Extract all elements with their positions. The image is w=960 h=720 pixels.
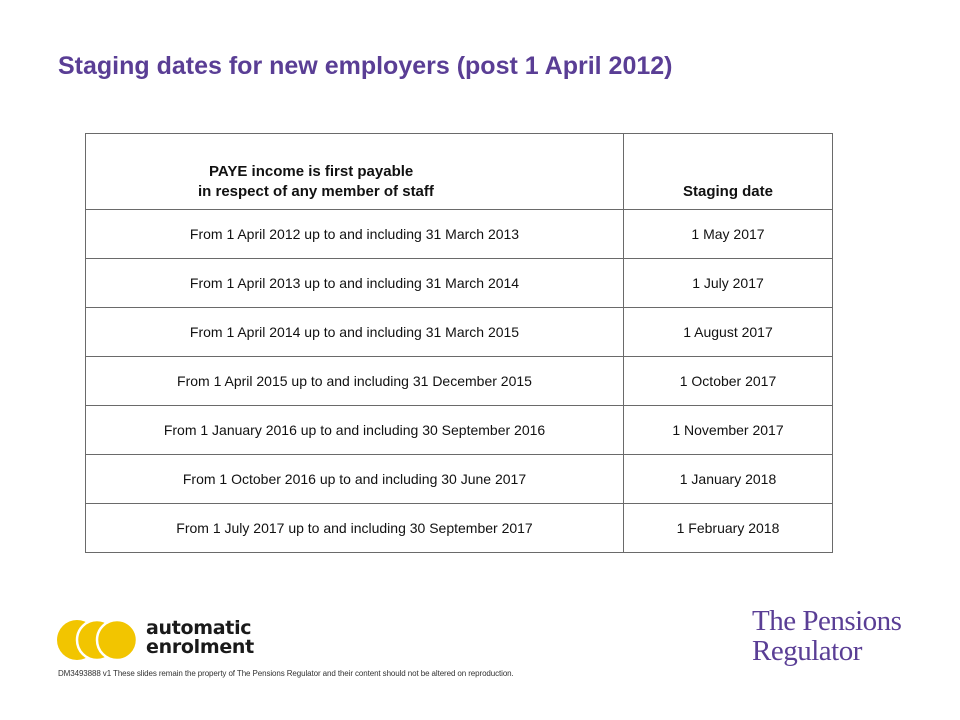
paye-period-cell: From 1 January 2016 up to and including 30 September 2016 — [86, 406, 624, 455]
staging-dates-table — [85, 133, 833, 553]
ae-logo-text — [146, 619, 254, 657]
staging-date-cell: 1 November 2017 — [624, 406, 833, 455]
header-paye-income — [86, 134, 624, 210]
header-paye-line1: PAYE income is first payable — [209, 163, 414, 180]
header-paye-line2: in respect of any member of staff — [198, 183, 434, 200]
table-row — [86, 259, 833, 308]
table-row — [86, 504, 833, 553]
staging-date-cell: 1 August 2017 — [624, 308, 833, 357]
table-row — [86, 308, 833, 357]
staging-date-cell: 1 February 2018 — [624, 504, 833, 553]
automatic-enrolment-logo — [56, 617, 256, 663]
staging-date-cell: 1 May 2017 — [624, 210, 833, 259]
table-row — [86, 406, 833, 455]
paye-period-cell: From 1 July 2017 up to and including 30 September 2017 — [86, 504, 624, 553]
paye-period-cell: From 1 April 2013 up to and including 31 March 2014 — [86, 259, 624, 308]
table-row — [86, 357, 833, 406]
header-staging-date: Staging date — [624, 134, 833, 210]
pensions-regulator-logo — [752, 606, 901, 666]
table-row — [86, 210, 833, 259]
table-header-row — [86, 134, 833, 210]
slide-title: Staging dates for new employers (post 1 April 2012) — [58, 52, 673, 80]
paye-period-cell: From 1 April 2012 up to and including 31 March 2013 — [86, 210, 624, 259]
ae-circles-icon — [56, 617, 140, 663]
staging-date-cell: 1 October 2017 — [624, 357, 833, 406]
paye-period-cell: From 1 April 2014 up to and including 31 March 2015 — [86, 308, 624, 357]
table-row — [86, 455, 833, 504]
staging-date-cell: 1 July 2017 — [624, 259, 833, 308]
paye-period-cell: From 1 April 2015 up to and including 31 December 2015 — [86, 357, 624, 406]
footer-disclaimer: DM3493888 v1 These slides remain the property of The Pensions Regulator and their content should not be altered on reproduction. — [58, 669, 514, 678]
ae-logo-line1: automatic — [146, 617, 252, 639]
paye-period-cell: From 1 October 2016 up to and including 30 June 2017 — [86, 455, 624, 504]
staging-date-cell: 1 January 2018 — [624, 455, 833, 504]
tpr-logo-line1: The Pensions — [752, 605, 902, 637]
ae-logo-line2: enrolment — [146, 636, 254, 658]
tpr-logo-line2: Regulator — [752, 635, 862, 667]
